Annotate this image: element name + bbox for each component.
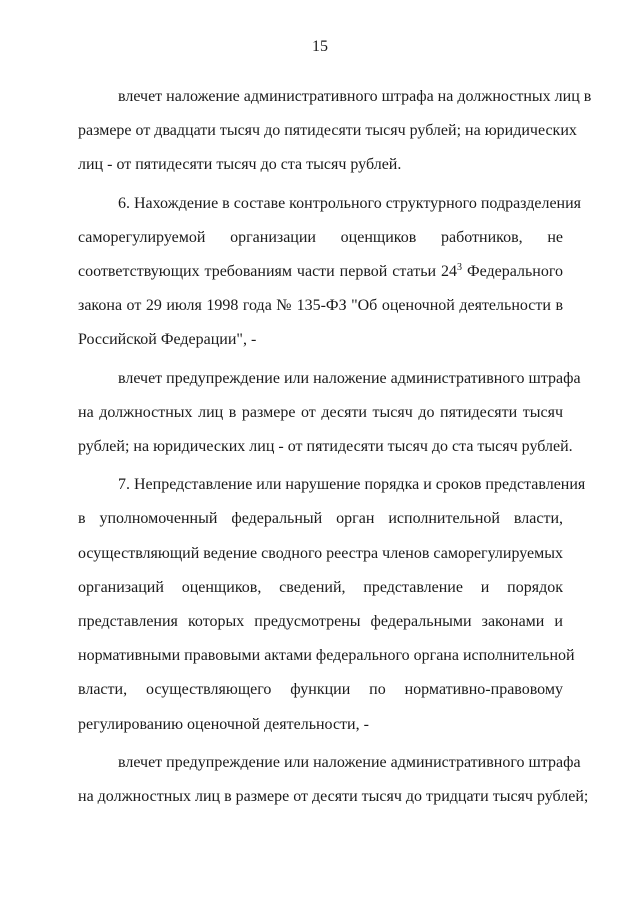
text-line: 7. Непредставление или нарушение порядка и сроков представления [118, 476, 586, 494]
paragraph-penalty-officials [78, 80, 592, 183]
text-line: организаций оценщиков, сведений, представление и порядок [78, 578, 563, 596]
text-line: влечет наложение административного штрафа на должностных лиц в [118, 88, 592, 105]
text-line: саморегулируемой организации оценщиков работников, не [78, 228, 563, 246]
page-number: 15 [312, 38, 328, 55]
text-line: размере от двадцати тысяч до пятидесяти тысяч рублей; на юридических [78, 122, 577, 140]
text-line: регулированию оценочной деятельности, - [78, 715, 369, 733]
paragraph-penalty-warning [78, 362, 581, 465]
text-fragment: соответствующих требованиям части первой статьи 24 [78, 263, 458, 281]
text-line: в уполномоченный федеральный орган исполнительной власти, [78, 510, 563, 528]
paragraph-item-6 [78, 187, 582, 358]
paragraph-item-7 [78, 468, 586, 742]
text-line: рублей; на юридических лиц - от пятидесяти тысяч до ста тысяч рублей. [78, 438, 573, 456]
text-line: на должностных лиц в размере от десяти тысяч до пятидесяти тысяч [78, 403, 563, 421]
text-line: власти, осуществляющего функции по нормативно-правовому [78, 681, 563, 699]
text-line: представления которых предусмотрены федеральными законами и [78, 613, 563, 631]
text-line: влечет предупреждение или наложение административного штрафа [118, 369, 581, 387]
text-line: на должностных лиц в размере от десяти тысяч до тридцати тысяч рублей; [78, 788, 589, 806]
paragraph-penalty-warning-2 [78, 746, 589, 814]
text-line: влечет предупреждение или наложение административного штрафа [118, 753, 581, 771]
text-line: лиц - от пятидесяти тысяч до ста тысяч рублей. [78, 156, 402, 174]
text-line-with-superscript [78, 255, 563, 289]
article-superscript: 3 [457, 262, 463, 274]
text-line: нормативными правовыми актами федерального органа исполнительной [78, 647, 575, 665]
document-body [78, 80, 592, 814]
text-line: закона от 29 июля 1998 года № 135-ФЗ "Об оценочной деятельности в [78, 297, 563, 315]
text-line: Российской Федерации", - [78, 331, 257, 349]
text-fragment: Федерального [462, 263, 564, 281]
text-line: осуществляющий ведение сводного реестра членов саморегулируемых [78, 544, 563, 562]
text-line: 6. Нахождение в составе контрольного структурного подразделения [118, 194, 582, 212]
